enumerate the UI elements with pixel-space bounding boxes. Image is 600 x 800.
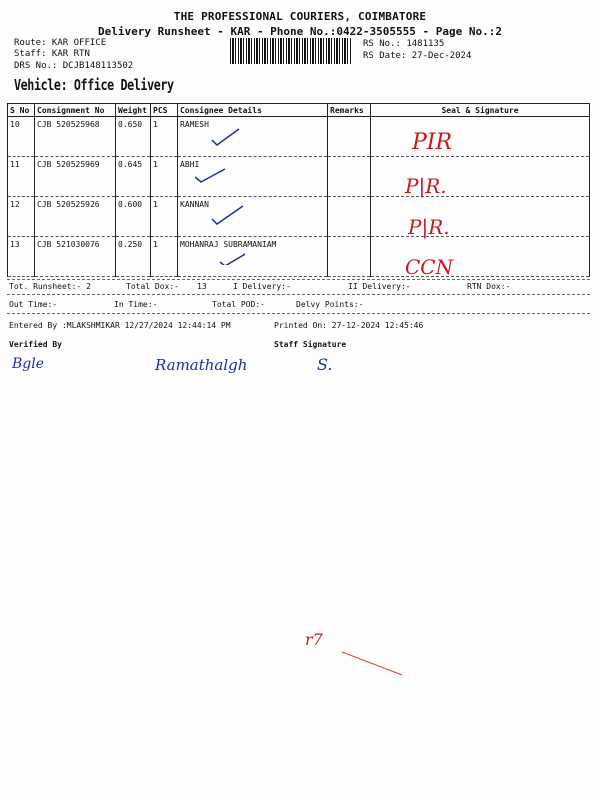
seal-mark: P|R. (405, 174, 447, 198)
name-signature: Ramathalgh (155, 356, 248, 374)
seal-cell (371, 197, 590, 237)
remarks-cell (328, 117, 371, 157)
rs-number: RS No.: 1481135 (363, 39, 445, 49)
consignment-cell: CJB 520525926 (35, 197, 116, 237)
total-pod: Total POD:- (212, 300, 265, 309)
bottom-mark: r7 (305, 630, 323, 649)
sno-cell: 13 (8, 237, 35, 277)
pcs-cell: 1 (151, 117, 178, 157)
total-dox-label: Total Dox:- (126, 282, 179, 291)
tick-icon (195, 169, 225, 182)
staff-signature-label: Staff Signature (274, 340, 347, 349)
sno-cell: 11 (8, 157, 35, 197)
consignment-cell: CJB 520525968 (35, 117, 116, 157)
consignee-cell: ABHI (178, 157, 328, 197)
weight-cell: 0.600 (116, 197, 151, 237)
table-row (8, 197, 590, 237)
divider (7, 294, 590, 295)
drs-number: DRS No.: DCJB148113502 (14, 61, 134, 71)
company-name: THE PROFESSIONAL COURIERS, COIMBATORE (173, 10, 427, 23)
total-runsheet: Tot. Runsheet:- 2 (9, 282, 91, 291)
i-delivery: I Delivery:- (233, 282, 291, 291)
col-weight: Weight (116, 104, 151, 117)
tick-icon (212, 129, 239, 145)
divider (7, 313, 590, 314)
consignee-cell: KANNAN (178, 197, 328, 237)
seal-mark: PIR (412, 130, 453, 155)
seal-cell (371, 237, 590, 277)
tick-icon (220, 253, 245, 265)
verified-signature: Bgle (12, 356, 45, 372)
col-remarks: Remarks (328, 104, 371, 117)
consignment-cell: CJB 521030076 (35, 237, 116, 277)
col-consignee: Consignee Details (178, 104, 328, 117)
col-seal: Seal & Signature (371, 104, 590, 117)
table-row (8, 117, 590, 157)
staff-signature: S. (317, 355, 333, 374)
stray-stroke (340, 650, 410, 680)
seal-cell (371, 157, 590, 197)
tick-marks (195, 125, 245, 265)
sno-cell: 10 (8, 117, 35, 157)
out-time: Out Time:- (9, 300, 58, 309)
vehicle-label: Vehicle: Office Delivery (14, 76, 174, 94)
remarks-cell (328, 237, 371, 277)
tick-icon (212, 206, 243, 224)
seal-cell (371, 117, 590, 157)
staff-label: Staff: KAR RTN (14, 49, 90, 59)
delivery-points: Delvy Points:- (296, 300, 364, 309)
divider (7, 279, 590, 280)
pcs-cell: 1 (151, 197, 178, 237)
weight-cell: 0.650 (116, 117, 151, 157)
table-row (8, 157, 590, 197)
runsheet-title: Delivery Runsheet - KAR - Phone No.:0422-3505555 - Page No.:2 (98, 25, 502, 38)
col-sno: S No (8, 104, 35, 117)
barcode-image (230, 38, 352, 64)
remarks-cell (328, 157, 371, 197)
remarks-cell (328, 197, 371, 237)
route-label: Route: KAR OFFICE (14, 38, 107, 48)
table-header-row (8, 104, 590, 117)
pcs-cell: 1 (151, 157, 178, 197)
table-row (8, 237, 590, 277)
rs-date: RS Date: 27-Dec-2024 (363, 51, 472, 61)
ii-delivery: II Delivery:- (348, 282, 411, 291)
col-consignment: Consignment No (35, 104, 116, 117)
weight-cell: 0.645 (116, 157, 151, 197)
total-dox-value: 13 (197, 282, 207, 291)
in-time: In Time:- (114, 300, 158, 309)
seal-mark: CCN (405, 255, 454, 279)
printed-on: Printed On: 27-12-2024 12:45:46 (274, 321, 424, 330)
pcs-cell: 1 (151, 237, 178, 277)
consignee-cell: MOHANRAJ SUBRAMANIAM (178, 237, 328, 277)
weight-cell: 0.250 (116, 237, 151, 277)
consignment-cell: CJB 520525969 (35, 157, 116, 197)
verified-by-label: Verified By (9, 340, 62, 349)
rtn-dox: RTN Dox:- (467, 282, 511, 291)
col-pcs: PCS (151, 104, 178, 117)
sno-cell: 12 (8, 197, 35, 237)
entered-by: Entered By :MLAKSHMIKAR 12/27/2024 12:44:14 PM (9, 321, 231, 330)
consignee-cell: RAMESH (178, 117, 328, 157)
consignment-table (7, 103, 590, 277)
seal-mark: P|R. (408, 215, 450, 239)
